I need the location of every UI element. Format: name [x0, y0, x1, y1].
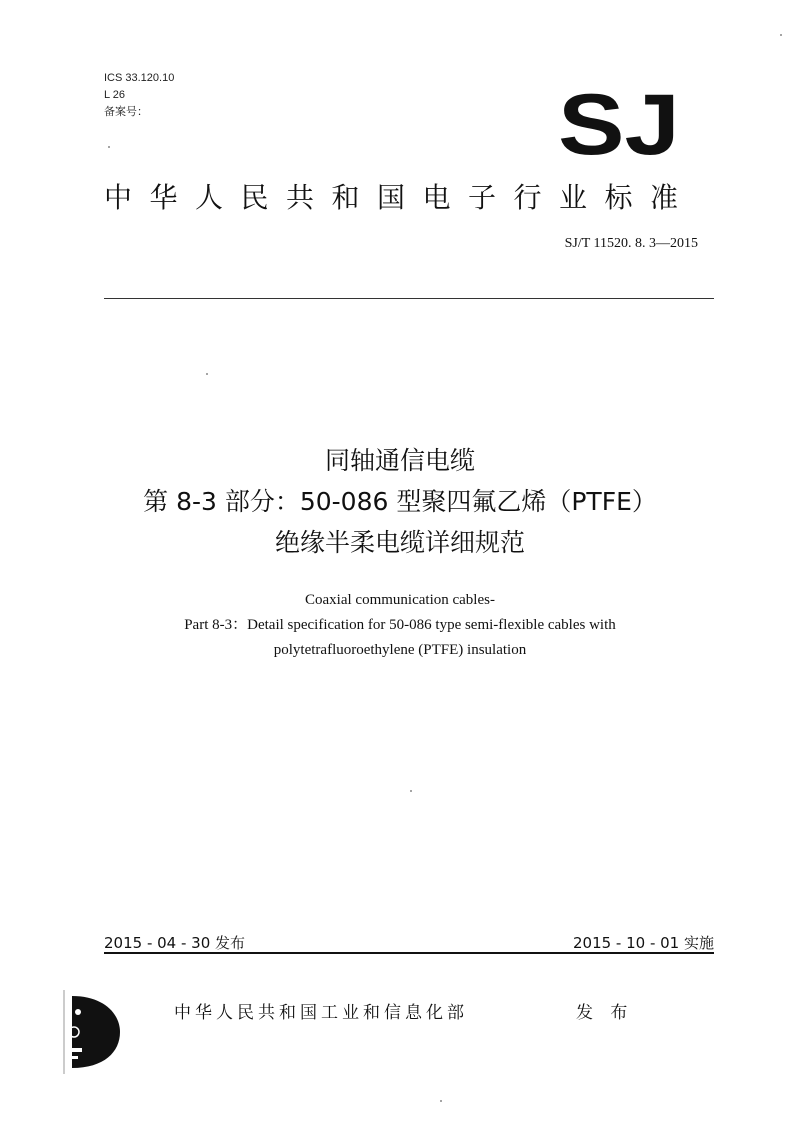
english-title [60, 588, 740, 663]
english-title-line-2: Part 8-3：Detail specification for 50-086 type semi-flexible cables with [184, 617, 616, 633]
ccs-code: L 26 [104, 89, 126, 101]
record-number-label: 备案号： [104, 106, 148, 118]
classification-block [104, 70, 174, 121]
ics-code: ICS 33.120.10 [104, 72, 175, 84]
english-title-line-1: Coaxial communication cables- [305, 592, 495, 608]
issue-label: 发 布 [576, 1003, 634, 1023]
chinese-title [60, 440, 740, 563]
scan-speck [780, 34, 782, 36]
official-seal-stamp [60, 990, 122, 1074]
industry-standard-title: 中华人民共和国电子行业标准 [104, 181, 696, 214]
scan-speck [410, 790, 412, 792]
publish-date: 2015 - 04 - 30 发布 [104, 934, 246, 952]
implement-date: 2015 - 10 - 01 实施 [572, 934, 714, 952]
chinese-title-line-2: 第 8-3 部分：50-086 型聚四氟乙烯（PTFE） [143, 487, 657, 516]
scan-speck [440, 1100, 442, 1102]
chinese-title-line-1: 同轴通信电缆 [324, 446, 475, 475]
svg-text:SJ: SJ [558, 88, 680, 160]
date-divider [104, 952, 714, 954]
scan-speck [206, 373, 208, 375]
scan-speck [108, 146, 110, 148]
standard-number: SJ/T 11520. 8. 3—2015 [564, 236, 698, 251]
issuing-authority: 中华人民共和国工业和信息化部 [174, 1003, 468, 1023]
chinese-title-line-3: 绝缘半柔电缆详细规范 [274, 528, 525, 557]
header-divider [104, 298, 714, 299]
english-title-line-3: polytetrafluoroethylene (PTFE) insulation [273, 642, 527, 658]
sj-logo [558, 88, 683, 160]
